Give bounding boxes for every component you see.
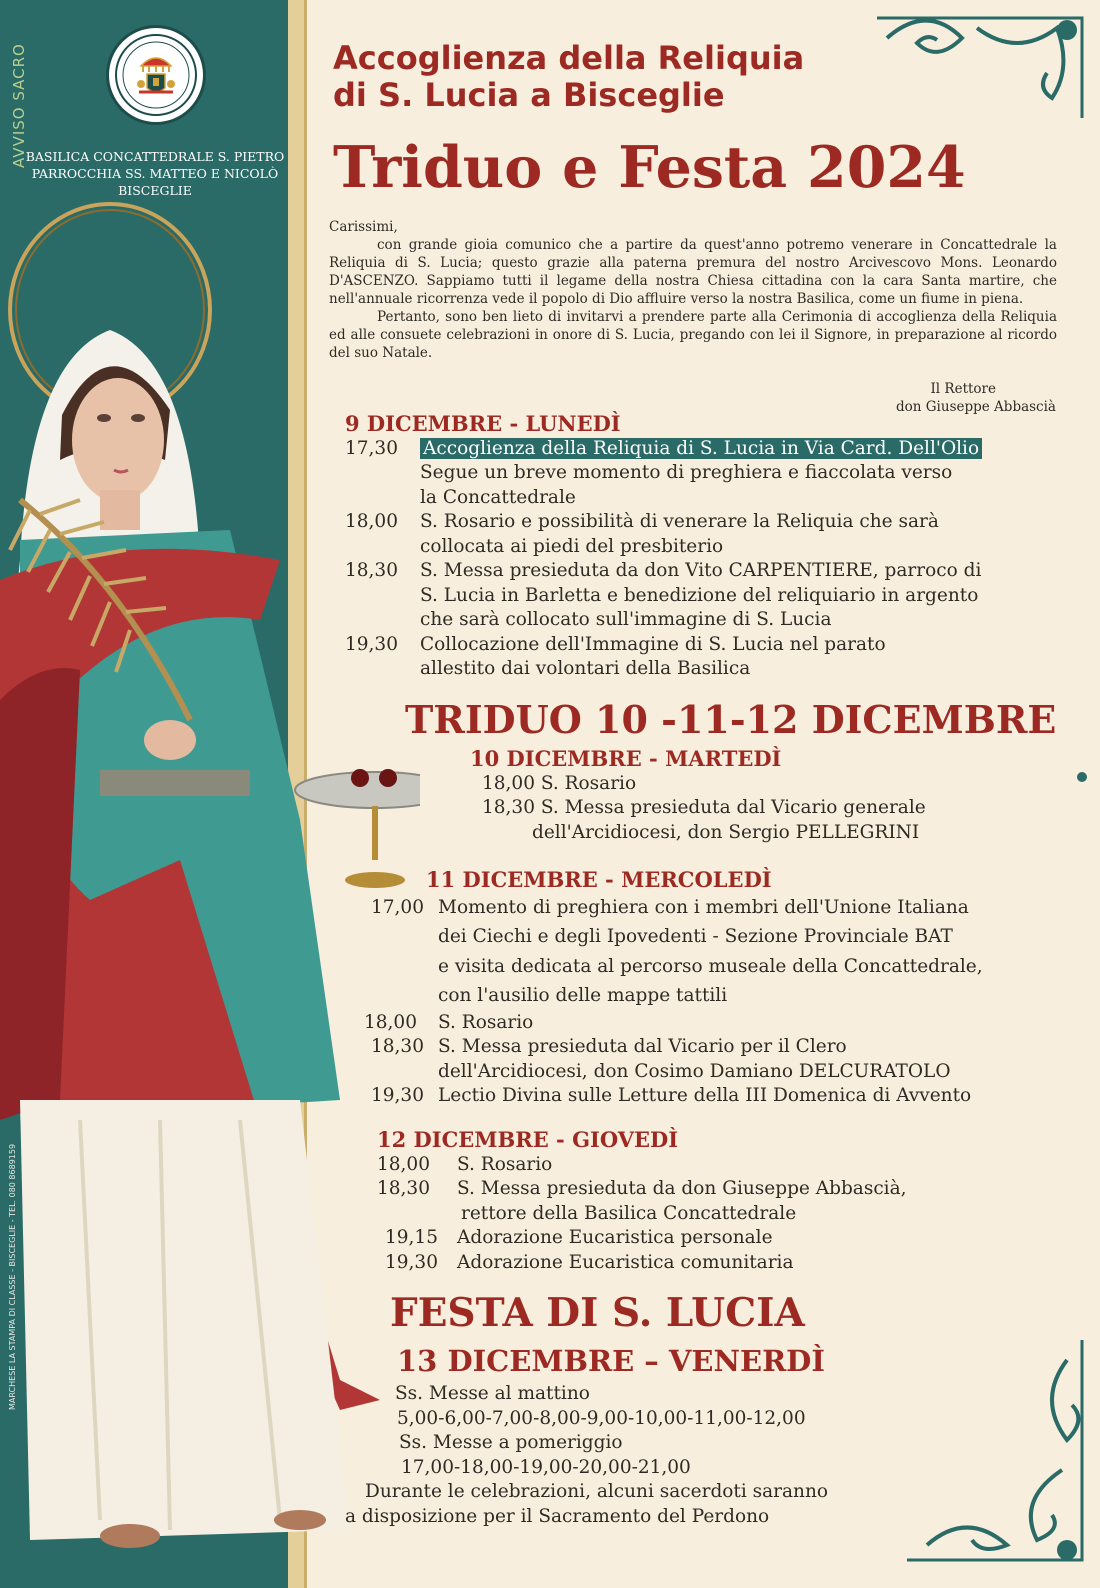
rector-letter	[329, 218, 1057, 362]
avviso-sacro-label: AVVISO SACRO	[10, 43, 28, 168]
schedule-row: 18,30 S. Messa presieduta dal Vicario per il Clero dell'Arcidiocesi, don Cosimo Damiano DELCURATOLO	[371, 1036, 951, 1082]
schedule-dec-12	[377, 1128, 1057, 1275]
main-content	[307, 0, 1100, 1588]
letter-paragraph-1: con grande gioia comunico che a partire da quest'anno potremo venerare in Concattedrale la Reliquia di S. Lucia; questo grazie alla paterna premura del nostro Arcivescovo Mons. Leonardo D'ASCENZO. Sappiamo tutti il legame della nostra Chiesa cittadina con la cara Santa martire, che nell'annuale ricorrenza vede il popolo di Dio affluire verso la nostra Basilica, come un fiume in piena.	[329, 237, 1057, 307]
schedule-row: 18,00 S. Rosario e possibilità di venerare la Reliquia che sarà collocata ai piedi del presbiterio	[345, 511, 939, 557]
day-title-dec-9: 9 DICEMBRE - LUNEDÌ	[345, 411, 621, 436]
letter-greeting: Carissimi,	[329, 219, 398, 235]
schedule-row: 19,30 Adorazione Eucaristica comunitaria	[385, 1251, 794, 1273]
schedule-row: 18,30 S. Messa presieduta da don Giuseppe Abbascià, rettore della Basilica Concattedrale	[377, 1178, 907, 1224]
page-title: Triduo e Festa 2024	[333, 134, 966, 201]
schedule-row: 19,15 Adorazione Eucaristica personale	[385, 1227, 773, 1248]
day-title-dec-12: 12 DICEMBRE - GIOVEDÌ	[377, 1127, 679, 1152]
schedule-dec-10: 10 DICEMBRE - MARTEDÌ 18,00 S. Rosario 18,30 S. Messa presieduta dal Vicario generale dell'Arcidiocesi, don Sergio PELLEGRINI	[470, 747, 1070, 845]
basilica-name: BASILICA CONCATTEDRALE S. PIETRO PARROCCHIA SS. MATTEO E NICOLÒ BISCEGLIE	[25, 149, 285, 198]
schedule-row: 17,30 Accoglienza della Reliquia di S. Lucia in Via Card. Dell'Olio Segue un breve momento di preghiera e fiaccolata verso la Concattedrale	[345, 437, 1065, 511]
festa-heading: FESTA DI S. LUCIA	[390, 1290, 805, 1336]
letter-paragraph-2: Pertanto, sono ben lieto di invitarvi a prendere parte alla Cerimonia di accoglienza della Reliquia ed alle consuete celebrazioni in onore di S. Lucia, pregando con lei il Signore, in preparazione al ricordo del suo Natale.	[329, 309, 1057, 361]
basilica-crest-logo	[106, 25, 206, 125]
printer-credit: MARCHESE LA STAMPA DI CLASSE - BISCEGLIE - TEL. 080 8689159	[8, 1143, 17, 1410]
schedule-row: 18,00 S. Rosario	[364, 1011, 534, 1033]
day-title-dec-10: 10 DICEMBRE - MARTEDÌ	[470, 746, 782, 771]
triduo-heading: TRIDUO 10 -11-12 DICEMBRE	[405, 697, 1057, 742]
schedule-row: 18,00 S. Rosario	[377, 1153, 553, 1175]
letter-signature: Il Rettore don Giuseppe Abbascià	[896, 381, 1056, 415]
festa-date: 13 DICEMBRE – VENERDÌ	[397, 1344, 825, 1378]
header-subtitle: Accoglienza della Reliquia di S. Lucia a Bisceglie	[333, 39, 805, 114]
festa-masses: Ss. Messe al mattino 5,00-6,00-7,00-8,00-9,00-10,00-11,00-12,00 Ss. Messe a pomeriggio 17,00-18,00-19,00-20,00-21,00 Durante le celebrazioni, alcuni sacerdoti saranno a disposizione per il Sacramento del Perdono	[345, 1383, 829, 1527]
corner-flourish-top	[867, 8, 1092, 128]
schedule-dec-11	[364, 867, 1071, 1109]
schedule-row: 18,30 S. Messa presieduta da don Vito CARPENTIERE, parroco di S. Lucia in Barletta e benedizione del reliquiario in argento che sarà collocato sull'immagine di S. Lucia	[345, 560, 982, 630]
day-title-dec-11: 11 DICEMBRE - MERCOLEDÌ	[426, 867, 772, 892]
schedule-row: 17,00 Momento di preghiera con i membri dell'Unione Italiana dei Ciechi e degli Ipovedenti - Sezione Provinciale BAT e visita dedicata al percorso museale della Concattedrale, con l'ausilio delle mappe tattili	[371, 896, 983, 1006]
schedule-row: 19,30 Lectio Divina sulle Letture della III Domenica di Avvento	[371, 1085, 972, 1106]
schedule-dec-9	[345, 412, 1065, 682]
highlighted-event: Accoglienza della Reliquia di S. Lucia in Via Card. Dell'Olio	[420, 438, 982, 459]
schedule-row: 19,30 Collocazione dell'Immagine di S. Lucia nel parato allestito dai volontari della Basilica	[345, 633, 886, 679]
bullet-dot-icon	[1075, 770, 1089, 784]
